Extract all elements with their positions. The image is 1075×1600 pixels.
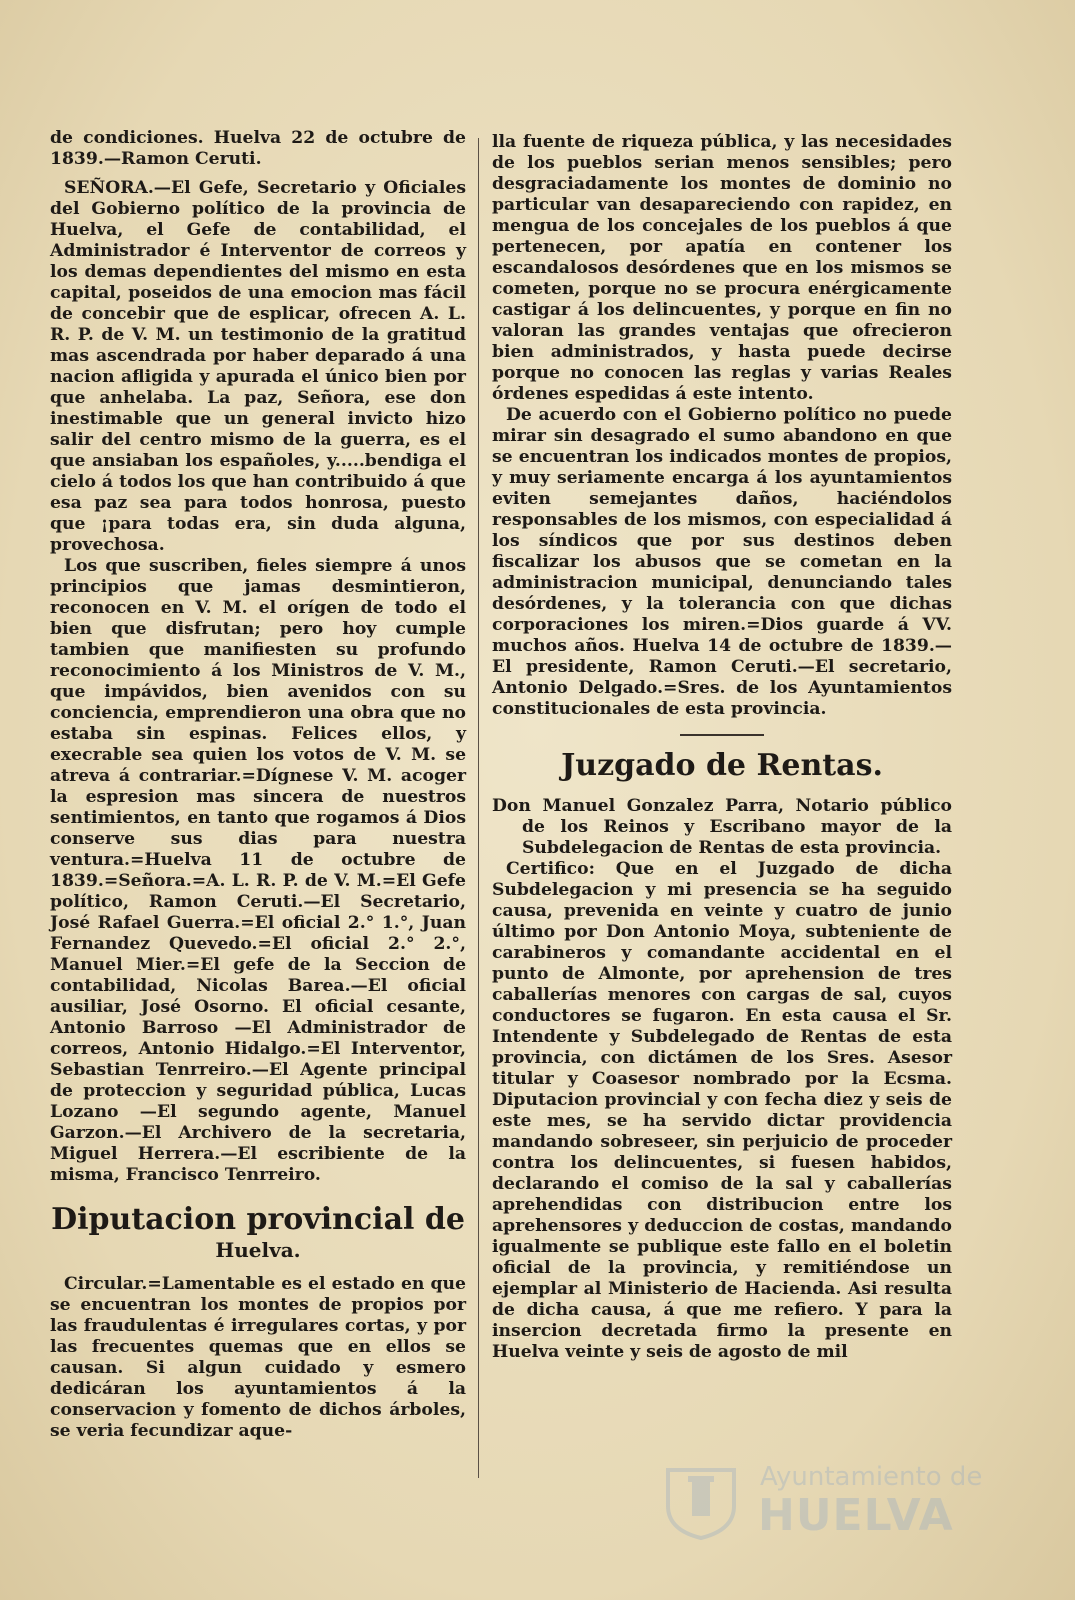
section-heading-diputacion: Diputacion provincial de [51,1202,465,1237]
notary-intro: Don Manuel Gonzalez Parra, Notario público de los Reinos y Escribano mayor de la Subdelegacion de Rentas de esta provincia. [492,796,952,858]
column-rule [478,138,479,1478]
archive-watermark [662,1462,983,1542]
left-column [50,128,466,1442]
signatories-paragraph: Los que suscriben, fieles siempre á unos principios que jamas desmintieron, reconocen en V. M. el orígen de todo el bien que disfrutan; pero hoy cumple tambien que manifiesten su profundo reconocimiento á los Ministros de V. M., que impávidos, bien avenidos con su conciencia, emprendieron una obra que no estaba sin espinas. Felices ellos, y execrable sea quien los votos de V. M. se atreva á contrariar.=Dígnese V. M. acoger la espresion mas sincera de nuestros sentimientos, en tanto que rogamos á Dios conserve sus dias para nuestra ventura.=Huelva 11 de octubre de 1839.=Señora.=A. L. R. P. de V. M.=El Gefe político, Ramon Ceruti.—El Secretario, José Rafael Guerra.=El oficial 2.° 1.°, Juan Fernandez Quevedo.=El oficial 2.° 2.°, Manuel Mier.=El gefe de la Seccion de contabilidad, Nicolas Barea.—El oficial ausiliar, José Osorno. El oficial cesante, Antonio Barroso —El Administrador de correos, Antonio Hidalgo.=El Interventor, Sebastian Tenrreiro.—El Agente principal de proteccion y seguridad pública, Lucas Lozano —El segundo agente, Manuel Garzon.—El Archivero de la secretaria, Miguel Herrera.—El escribiente de la misma, Francisco Tenrreiro. [50,556,466,1185]
right-column [492,132,952,1363]
circular-paragraph: Circular.=Lamentable es el estado en que se encuentran los montes de propios por las fraudulentas é irregulares cortas, y por las frecuentes quemas que en ellos se causan. Si algun cuidado y esmero dedicáran los ayuntamientos á la conservacion y fomento de dichos árboles, se veria fecundizar aque- [50,1274,466,1441]
section-heading-juzgado: Juzgado de Rentas. [561,748,883,783]
section-subheading-huelva: Huelva. [215,1238,301,1262]
city-shield-icon [662,1466,740,1540]
circular-order-paragraph: De acuerdo con el Gobierno político no puede mirar sin desagrado el sumo abandono en que se encuentran los indicados montes de propios, y muy seriamente encarga á los ayuntamientos eviten semejantes daños, haciéndolos responsables de los mismos, con especialidad á los síndicos que por sus destinos deben fiscalizar los abusos que se cometan en la administracion municipal, denunciando tales desórdenes, y la tolerancia con que dichas corporaciones los miren.=Dios guarde á VV. muchos años. Huelva 14 de octubre de 1839.—El presidente, Ramon Ceruti.—El secretario, Antonio Delgado.=Sres. de los Ayuntamientos constitucionales de esta provincia. [492,405,952,719]
watermark-line-2: HUELVA [758,1490,954,1541]
circular-continued: lla fuente de riqueza pública, y las necesidades de los pueblos serian menos sensibles; pero desgraciadamente los montes de dominio no particular van desapareciendo con rapidez, en mengua de los concejales de los pueblos á que pertenecen, por apatía en contener los escandalosos desórdenes que en los mismos se cometen, porque no se procura enérgicamente castigar á los delincuentes, y porque en fin no valoran las grandes ventajas que ofrecieron bien administrados, y hasta puede decirse porque no conocen las reglas y varias Reales órdenes espedidas á este intento. [492,132,952,404]
certification-paragraph: Certifico: Que en el Juzgado de dicha Subdelegacion y mi presencia se ha seguido causa, prevenida en veinte y cuatro de junio último por Don Antonio Moya, subteniente de carabineros y comandante accidental en el punto de Almonte, por aprehension de tres caballerías menores con cargas de sal, cuyos conductores se fugaron. En esta causa el Sr. Intendente y Subdelegado de Rentas de esta provincia, con dictámen de los Sres. Asesor titular y Coasesor nombrado por la Ecsma. Diputacion provincial y con fecha diez y seis de este mes, se ha servido dictar providencia mandando sobreseer, sin perjuicio de proceder contra los delincuentes, si fuesen habidos, declarando el comiso de la sal y caballerías aprehendidas con distribucion entre los aprehensores y deduccion de costas, mandando igualmente se publique este fallo en el boletin oficial de la provincia, y remitiéndose un ejemplar al Ministerio de Hacienda. Asi resulta de dicha causa, á que me refiero. Y para la insercion decretada firmo la presente en Huelva veinte y seis de agosto de mil [492,859,952,1362]
closing-line: de condiciones. Huelva 22 de octubre de 1839.—Ramon Ceruti. [50,128,466,169]
address-to-queen: SEÑORA.—El Gefe, Secretario y Oficiales del Gobierno político de la provincia de Huelva, el Gefe de contabilidad, el Administrador é Interventor de correos y los demas dependientes del mismo en esta capital, poseidos de una emocion mas fácil de concebir que de esplicar, ofrecen A. L. R. P. de V. M. un testimonio de la gratitud mas ascendrada por haber deparado á una nacion afligida y apurada el único bien por que anhelaba. La paz, Señora, ese don inestimable que un general invicto hizo salir del centro mismo de la guerra, es el que ansiaban los españoles, y.....bendiga el cielo á todos los que han contribuido á que esa paz sea para todos honrosa, puesto que ¡para todas era, sin duda alguna, provechosa. [50,178,466,555]
watermark-line-1: Ayuntamiento de [760,1462,983,1492]
